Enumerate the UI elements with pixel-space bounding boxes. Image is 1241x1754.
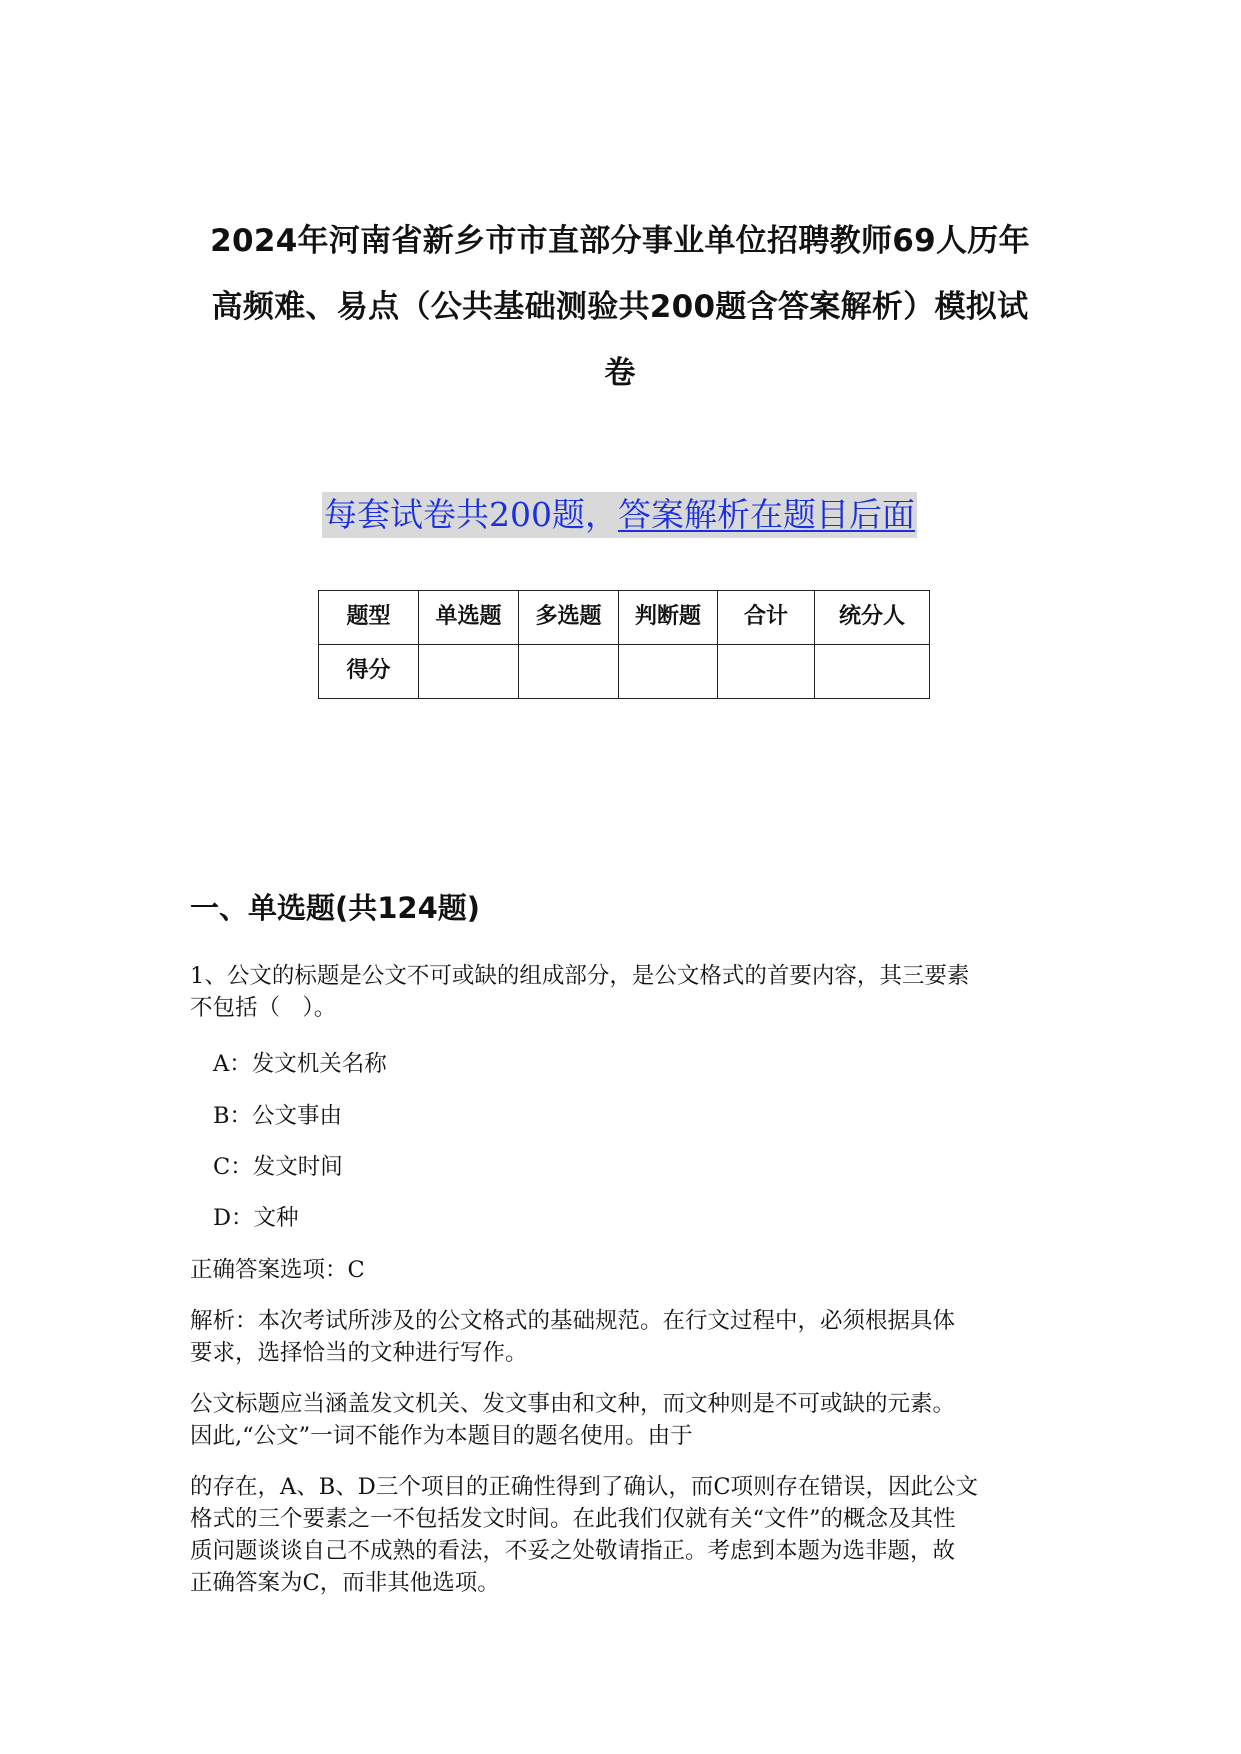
notice-text: 每套试卷共200题， [324,495,618,534]
analysis-2-line-2: 因此,“公文”一词不能作为本题目的题名使用。由于 [190,1423,693,1449]
section-heading: 一、单选题(共124题) [190,891,481,925]
header-cell-total: 合计 [718,591,815,645]
title-line-1: 2024年河南省新乡市市直部分事业单位招聘教师69人历年 [210,223,1030,259]
option-a: A：发文机关名称 [213,1051,387,1077]
score-cell-scorer[interactable] [815,645,930,699]
score-table [318,590,930,699]
analysis-3-line-3: 质问题谈谈自己不成熟的看法，不妥之处敬请指正。考虑到本题为选非题，故 [190,1538,956,1564]
answer-notice [322,492,917,538]
header-cell-scorer: 统分人 [815,591,930,645]
option-d: D：文种 [213,1205,299,1231]
analysis-3-line-2: 格式的三个要素之一不包括发文时间。在此我们仅就有关“文件”的概念及其性 [190,1506,956,1532]
analysis-2-line-1: 公文标题应当涵盖发文机关、发文事由和文种，而文种则是不可或缺的元素。 [190,1391,956,1417]
score-cell-total[interactable] [718,645,815,699]
title-line-3: 卷 [604,355,636,391]
header-cell-type: 题型 [319,591,419,645]
score-cell-single[interactable] [419,645,519,699]
analysis-paragraph-3 [190,1471,1052,1599]
option-c: C：发文时间 [213,1154,343,1180]
score-table-score-row [319,645,930,699]
answer-location-link[interactable]: 答案解析在题目后面 [618,495,915,534]
analysis-1-line-2: 要求，选择恰当的文种进行写作。 [190,1340,528,1366]
question-stem-line-2: 不包括（ ）。 [190,995,337,1021]
question-stem-line-1: 1、公文的标题是公文不可或缺的组成部分，是公文格式的首要内容，其三要素 [190,963,970,989]
option-b: B：公文事由 [213,1103,343,1129]
score-cell-judgment[interactable] [619,645,718,699]
analysis-paragraph-1 [190,1305,1052,1369]
score-table-header-row [319,591,930,645]
score-cell-multiple[interactable] [519,645,619,699]
score-row-label: 得分 [319,645,419,699]
analysis-3-line-4: 正确答案为C，而非其他选项。 [190,1570,500,1596]
question-stem [190,960,1052,1024]
analysis-1-line-1: 解析：本次考试所涉及的公文格式的基础规范。在行文过程中，必须根据具体 [190,1308,956,1334]
title-line-2: 高频难、易点（公共基础测验共200题含答案解析）模拟试 [211,289,1029,325]
header-cell-judgment: 判断题 [619,591,718,645]
correct-answer: 正确答案选项：C [190,1257,365,1283]
header-cell-single: 单选题 [419,591,519,645]
header-cell-multiple: 多选题 [519,591,619,645]
analysis-paragraph-2 [190,1388,1052,1452]
document-title [170,208,1070,406]
analysis-3-line-1: 的存在，A、B、D三个项目的正确性得到了确认，而C项则存在错误，因此公文 [190,1474,979,1500]
